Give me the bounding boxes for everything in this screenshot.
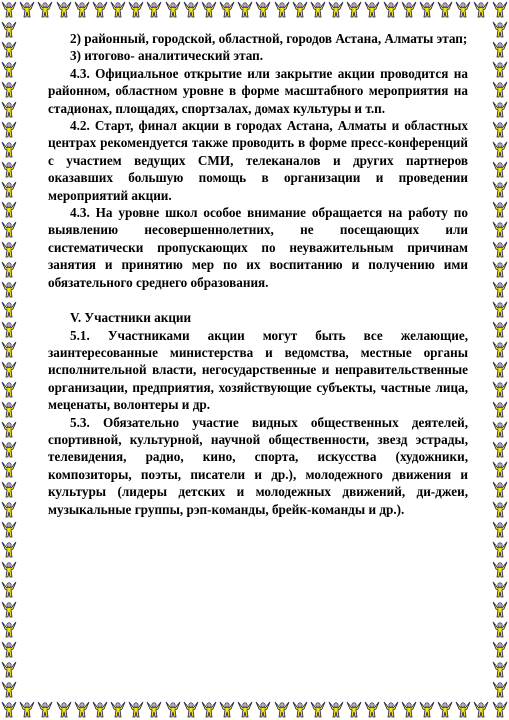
yellow-figure-icon: [382, 700, 400, 720]
yellow-figure-icon: [127, 0, 145, 20]
yellow-figure-icon: [491, 620, 509, 640]
yellow-figure-icon: [491, 480, 509, 500]
yellow-figure-icon: [0, 380, 18, 400]
yellow-figure-icon: [491, 220, 509, 240]
yellow-figure-icon: [109, 0, 127, 20]
yellow-figure-icon: [0, 280, 18, 300]
yellow-figure-icon: [91, 700, 109, 720]
yellow-figure-icon: [309, 0, 327, 20]
yellow-figure-icon: [18, 700, 36, 720]
yellow-figure-icon: [164, 0, 182, 20]
left-decorative-border: [0, 20, 18, 700]
yellow-figure-icon: [0, 480, 18, 500]
yellow-figure-icon: [0, 520, 18, 540]
yellow-figure-icon: [0, 200, 18, 220]
yellow-figure-icon: [491, 400, 509, 420]
yellow-figure-icon: [109, 700, 127, 720]
yellow-figure-icon: [491, 120, 509, 140]
yellow-figure-icon: [0, 620, 18, 640]
yellow-figure-icon: [0, 540, 18, 560]
yellow-figure-icon: [200, 0, 218, 20]
yellow-figure-icon: [182, 0, 200, 20]
yellow-figure-icon: [91, 0, 109, 20]
yellow-figure-icon: [491, 420, 509, 440]
yellow-figure-icon: [200, 700, 218, 720]
yellow-figure-icon: [345, 0, 363, 20]
yellow-figure-icon: [327, 0, 345, 20]
yellow-figure-icon: [472, 0, 490, 20]
yellow-figure-icon: [491, 540, 509, 560]
yellow-figure-icon: [182, 700, 200, 720]
yellow-figure-icon: [0, 500, 18, 520]
yellow-figure-icon: [0, 140, 18, 160]
yellow-figure-icon: [18, 0, 36, 20]
yellow-figure-icon: [491, 140, 509, 160]
yellow-figure-icon: [164, 700, 182, 720]
bottom-decorative-border: [0, 700, 509, 720]
yellow-figure-icon: [491, 300, 509, 320]
yellow-figure-icon: [363, 700, 381, 720]
yellow-figure-icon: [491, 640, 509, 660]
yellow-figure-icon: [291, 0, 309, 20]
yellow-figure-icon: [491, 580, 509, 600]
yellow-figure-icon: [436, 0, 454, 20]
yellow-figure-icon: [291, 700, 309, 720]
yellow-figure-icon: [0, 640, 18, 660]
yellow-figure-icon: [254, 700, 272, 720]
yellow-figure-icon: [491, 200, 509, 220]
yellow-figure-icon: [491, 500, 509, 520]
yellow-figure-icon: [73, 0, 91, 20]
yellow-figure-icon: [0, 100, 18, 120]
yellow-figure-icon: [0, 240, 18, 260]
yellow-figure-icon: [0, 60, 18, 80]
yellow-figure-icon: [454, 0, 472, 20]
yellow-figure-icon: [254, 0, 272, 20]
yellow-figure-icon: [0, 580, 18, 600]
yellow-figure-icon: [73, 700, 91, 720]
paragraph-stage-regional: 2) районный, городской, областной, городов Астана, Алматы этап;: [70, 31, 468, 46]
yellow-figure-icon: [418, 0, 436, 20]
yellow-figure-icon: [327, 700, 345, 720]
yellow-figure-icon: [0, 0, 18, 20]
yellow-figure-icon: [491, 600, 509, 620]
yellow-figure-icon: [0, 400, 18, 420]
yellow-figure-icon: [55, 0, 73, 20]
yellow-figure-icon: [382, 0, 400, 20]
paragraph-participants: 5.1. Участниками акции могут быть все желающие, заинтересованные министерства и ведомства, местные органы исполнительной власти, негосударственные и неправительственные организации, предприятия, хозяйствующие субъекты, частные лица, меценаты, волонтеры и др.: [48, 327, 468, 413]
right-decorative-border: [491, 20, 509, 700]
yellow-figure-icon: [491, 280, 509, 300]
yellow-figure-icon: [0, 160, 18, 180]
yellow-figure-icon: [0, 300, 18, 320]
yellow-figure-icon: [491, 260, 509, 280]
yellow-figure-icon: [491, 340, 509, 360]
yellow-figure-icon: [36, 0, 54, 20]
yellow-figure-icon: [418, 700, 436, 720]
yellow-figure-icon: [0, 360, 18, 380]
yellow-figure-icon: [0, 460, 18, 480]
yellow-figure-icon: [0, 560, 18, 580]
yellow-figure-icon: [436, 700, 454, 720]
yellow-figure-icon: [491, 40, 509, 60]
paragraph-stage-final: 3) итогово- аналитический этап.: [70, 48, 264, 64]
yellow-figure-icon: [491, 320, 509, 340]
yellow-figure-icon: [0, 320, 18, 340]
yellow-figure-icon: [491, 0, 509, 20]
yellow-figure-icon: [0, 700, 18, 720]
top-decorative-border: [0, 0, 509, 20]
yellow-figure-icon: [491, 460, 509, 480]
yellow-figure-icon: [145, 0, 163, 20]
yellow-figure-icon: [309, 700, 327, 720]
paragraph-mandatory-participation: 5.3. Обязательно участие видных общественных деятелей, спортивной, культурной, научной общественности, звезд эстрады, телевидения, радио, кино, спорта, искусства (художники, композиторы, поэты, писатели и др.), молодежного движения и культуры (лидеры детских и молодежных движений, ди-джеи, музыкальные группы, рэп-команды, брейк-команды и др.).: [48, 414, 468, 517]
yellow-figure-icon: [345, 700, 363, 720]
yellow-figure-icon: [491, 680, 509, 700]
yellow-figure-icon: [218, 700, 236, 720]
yellow-figure-icon: [491, 240, 509, 260]
yellow-figure-icon: [491, 440, 509, 460]
yellow-figure-icon: [491, 560, 509, 580]
yellow-figure-icon: [491, 180, 509, 200]
yellow-figure-icon: [491, 100, 509, 120]
yellow-figure-icon: [491, 60, 509, 80]
section-heading-participants: V. Участники акции: [70, 310, 192, 326]
yellow-figure-icon: [218, 0, 236, 20]
yellow-figure-icon: [0, 260, 18, 280]
yellow-figure-icon: [145, 700, 163, 720]
yellow-figure-icon: [236, 700, 254, 720]
yellow-figure-icon: [0, 680, 18, 700]
yellow-figure-icon: [491, 80, 509, 100]
yellow-figure-icon: [0, 340, 18, 360]
yellow-figure-icon: [0, 80, 18, 100]
yellow-figure-icon: [0, 440, 18, 460]
yellow-figure-icon: [0, 180, 18, 200]
yellow-figure-icon: [454, 700, 472, 720]
yellow-figure-icon: [273, 700, 291, 720]
yellow-figure-icon: [273, 0, 291, 20]
paragraph-school-level: 4.3. На уровне школ особое внимание обращается на работу по выявлению несовершеннолетних, не посещающих или систематически пропускающих по неуважительным причинам занятия и принятию мер по их воспитанию и получению ими обязательного среднего образования.: [48, 205, 468, 290]
yellow-figure-icon: [491, 700, 509, 720]
yellow-figure-icon: [0, 40, 18, 60]
yellow-figure-icon: [491, 20, 509, 40]
yellow-figure-icon: [400, 700, 418, 720]
yellow-figure-icon: [491, 380, 509, 400]
yellow-figure-icon: [236, 0, 254, 20]
yellow-figure-icon: [491, 160, 509, 180]
yellow-figure-icon: [400, 0, 418, 20]
paragraph-opening-ceremony: 4.3. Официальное открытие или закрытие акции проводится на районном, областном уровне в форме масштабного мероприятия на стадионах, площадях, спортзалах, домах культуры и т.п.: [48, 65, 468, 116]
yellow-figure-icon: [36, 700, 54, 720]
yellow-figure-icon: [0, 120, 18, 140]
yellow-figure-icon: [363, 0, 381, 20]
yellow-figure-icon: [472, 700, 490, 720]
yellow-figure-icon: [491, 360, 509, 380]
yellow-figure-icon: [491, 660, 509, 680]
yellow-figure-icon: [0, 660, 18, 680]
yellow-figure-icon: [0, 600, 18, 620]
yellow-figure-icon: [0, 420, 18, 440]
section-spacer: [48, 291, 468, 309]
document-body: [48, 30, 468, 518]
yellow-figure-icon: [127, 700, 145, 720]
yellow-figure-icon: [491, 520, 509, 540]
paragraph-start-finish: 4.2. Старт, финал акции в городах Астана, Алматы и областных центрах рекомендуется также проводить в форме пресс-конференций с участием ведущих СМИ, телеканалов и других партнеров оказавших большую помощь в организации и проведении мероприятий акции.: [48, 118, 468, 203]
yellow-figure-icon: [55, 700, 73, 720]
yellow-figure-icon: [0, 20, 18, 40]
yellow-figure-icon: [0, 220, 18, 240]
